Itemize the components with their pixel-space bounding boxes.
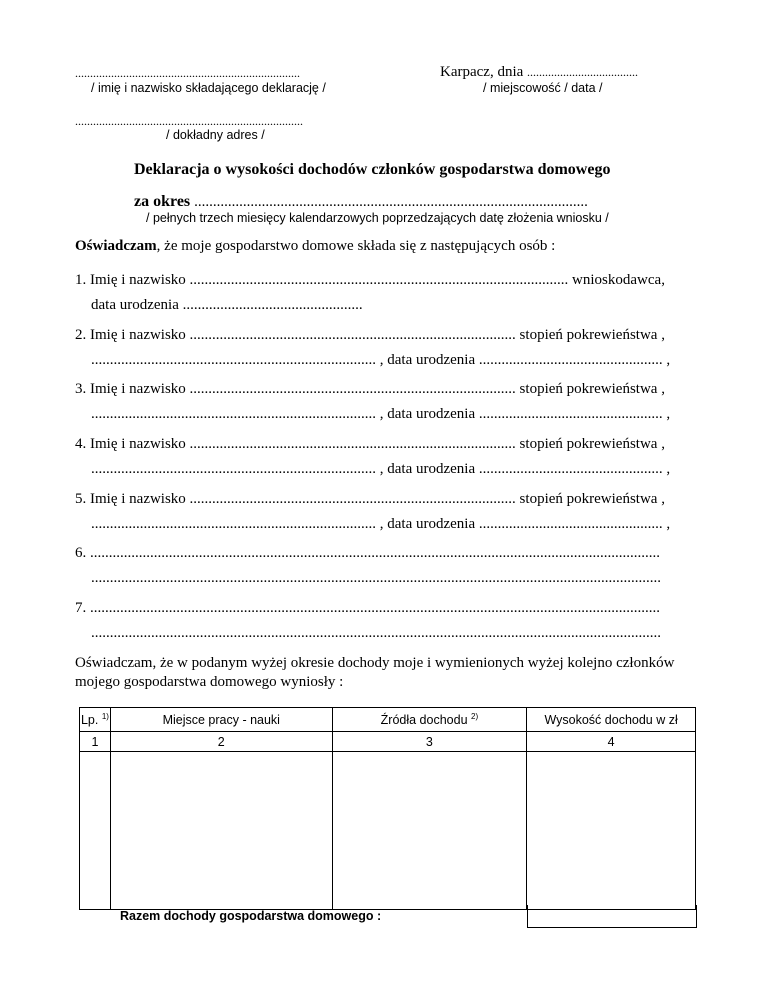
document-title: Deklaracja o wysokości dochodów członków gospodarstwa domowego — [134, 161, 611, 178]
person-7-line-2[interactable]: ........................................................................................................................................................ — [91, 625, 661, 641]
table-entry-row[interactable] — [80, 752, 696, 910]
person-1-line-1[interactable]: 1. Imię i nazwisko ..................................................................................................... wnioskodawca, — [75, 272, 665, 288]
income-statement-line-1: Oświadczam, że w podanym wyżej okresie dochody moje i wymienionych wyżej kolejno członków — [75, 655, 675, 671]
declarant-name-caption: / imię i nazwisko składającego deklarację / — [91, 81, 326, 95]
total-income-label: Razem dochody gospodarstwa domowego : — [120, 909, 382, 923]
entry-lp-cell[interactable] — [80, 752, 111, 910]
period-label: za okres — [134, 193, 191, 210]
place-date-field[interactable] — [440, 64, 638, 81]
statement-bold: Oświadczam — [75, 238, 157, 254]
person-4-line-1[interactable]: 4. Imię i nazwisko ....................................................................................... stopień pokrewieństwa , — [75, 436, 665, 452]
person-5-line-2[interactable]: ............................................................................ , data urodzenia ................................................. , — [91, 516, 671, 532]
col-number-3: 3 — [332, 732, 527, 752]
header-workplace: Miejsce pracy - nauki — [110, 708, 332, 732]
person-1-line-2[interactable]: data urodzenia ................................................ — [91, 297, 363, 313]
period-caption: / pełnych trzech miesięcy kalendarzowych poprzedzających datę złożenia wniosku / — [146, 211, 609, 225]
entry-income-amount-cell[interactable] — [527, 752, 696, 910]
place-prefix: Karpacz, dnia — [440, 64, 524, 80]
place-dots[interactable]: ..................................... — [527, 65, 639, 79]
person-3-line-1[interactable]: 3. Imię i nazwisko ....................................................................................... stopień pokrewieństwa , — [75, 381, 665, 397]
person-6-line-2[interactable]: ........................................................................................................................................................ — [91, 570, 661, 586]
person-2-line-2[interactable]: ............................................................................ , data urodzenia ................................................. , — [91, 352, 671, 368]
total-income-box[interactable] — [527, 905, 697, 928]
income-statement-line-2: mojego gospodarstwa domowego wyniosły : — [75, 674, 344, 690]
address-caption: / dokładny adres / — [166, 128, 265, 142]
person-2-line-1[interactable]: 2. Imię i nazwisko ....................................................................................... stopień pokrewieństwa , — [75, 327, 665, 343]
declarant-name-field[interactable]: ........................................................................... — [75, 66, 300, 80]
address-field[interactable]: ............................................................................ — [75, 114, 303, 128]
period-dots[interactable]: ......................................................................................................... — [194, 194, 588, 210]
col-number-2: 2 — [110, 732, 332, 752]
entry-workplace-cell[interactable] — [110, 752, 332, 910]
person-3-line-2[interactable]: ............................................................................ , data urodzenia ................................................. , — [91, 406, 671, 422]
statement-rest: , że moje gospodarstwo domowe składa się z następujących osób : — [156, 238, 556, 254]
person-6-line-1[interactable]: 6. ........................................................................................................................................................ — [75, 545, 660, 561]
header-income-amount: Wysokość dochodu w zł — [527, 708, 696, 732]
table-header-row — [80, 708, 696, 732]
period-line[interactable] — [134, 193, 588, 211]
income-table — [79, 707, 696, 910]
household-statement — [75, 238, 555, 255]
person-7-line-1[interactable]: 7. ........................................................................................................................................................ — [75, 600, 660, 616]
place-date-caption: / miejscowość / data / — [483, 81, 603, 95]
person-4-line-2[interactable]: ............................................................................ , data urodzenia ................................................. , — [91, 461, 671, 477]
table-number-row — [80, 732, 696, 752]
header-lp: Lp. $^{1)}$ — [80, 708, 111, 732]
person-5-line-1[interactable]: 5. Imię i nazwisko ....................................................................................... stopień pokrewieństwa , — [75, 491, 665, 507]
col-number-1: 1 — [80, 732, 111, 752]
header-income-source: Źródła dochodu $^{2)}$ — [332, 708, 527, 732]
col-number-4: 4 — [527, 732, 696, 752]
entry-income-source-cell[interactable] — [332, 752, 527, 910]
